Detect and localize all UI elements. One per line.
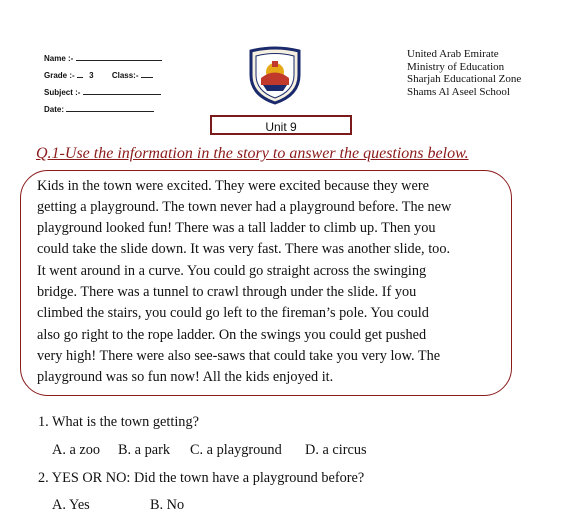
grade-class-field[interactable] — [44, 69, 153, 80]
question-1-option-a[interactable]: A. a zoo — [52, 442, 101, 458]
story-line: also go right to the rope ladder. On the swings you could get pushed — [37, 327, 427, 343]
date-input-line[interactable] — [66, 103, 154, 112]
question-title: Q.1-Use the information in the story to answer the questions below. — [36, 145, 469, 162]
question-2-option-b[interactable]: B. No — [150, 497, 185, 513]
question-1-option-c[interactable]: C. a playground — [190, 442, 282, 458]
question-1-option-d[interactable]: D. a circus — [305, 442, 367, 458]
question-2-option-a[interactable]: A. Yes — [52, 497, 90, 513]
school-line-zone: Sharjah Educational Zone — [407, 73, 522, 85]
class-label: Class:- — [111, 71, 139, 80]
class-input-line[interactable] — [141, 69, 153, 78]
question-1-option-b[interactable]: B. a park — [118, 442, 171, 458]
story-line: It went around in a curve. You could go straight across the swinging — [37, 263, 427, 279]
story-line: Kids in the town were excited. They were excited because they were — [37, 178, 429, 194]
grade-value: 3 — [89, 71, 94, 80]
school-emblem-icon — [245, 45, 305, 105]
subject-input-line[interactable] — [83, 86, 161, 95]
name-input-line[interactable] — [76, 52, 162, 61]
story-line: playground looked fun! There was a tall ladder to climb up. Then you — [37, 220, 436, 236]
school-info — [407, 48, 521, 98]
story-line: could take the slide down. It was very fast. There was another slide, too. — [37, 241, 451, 257]
subject-label: Subject :- — [44, 88, 81, 97]
school-line-ministry: Ministry of Education — [407, 60, 505, 73]
unit-box: Unit 9 — [210, 115, 352, 135]
story-line: playground was so fun now! All the kids enjoyed it. — [37, 369, 334, 385]
name-label: Name :- — [44, 54, 74, 63]
question-1: 1. What is the town getting? — [38, 414, 199, 430]
question-2: 2. YES OR NO: Did the town have a playground before? — [38, 470, 365, 486]
grade-line — [77, 69, 83, 78]
story-line: very high! There were also see-saws that could take you very low. The — [37, 348, 441, 364]
name-field[interactable] — [44, 52, 162, 63]
school-line-country: United Arab Emirate — [407, 48, 499, 60]
story-line: climbed the stairs, you could go left to the fireman’s pole. You could — [37, 305, 429, 321]
story-line: bridge. There was a tunnel to crawl through under the slide. If you — [37, 284, 417, 300]
school-line-name: Shams Al Aseel School — [407, 85, 510, 98]
date-label: Date: — [44, 105, 65, 114]
date-field[interactable] — [44, 103, 154, 114]
grade-label: Grade :- — [44, 71, 75, 80]
subject-field[interactable] — [44, 86, 161, 97]
story-line: getting a playground. The town never had a playground before. The new — [37, 199, 452, 215]
